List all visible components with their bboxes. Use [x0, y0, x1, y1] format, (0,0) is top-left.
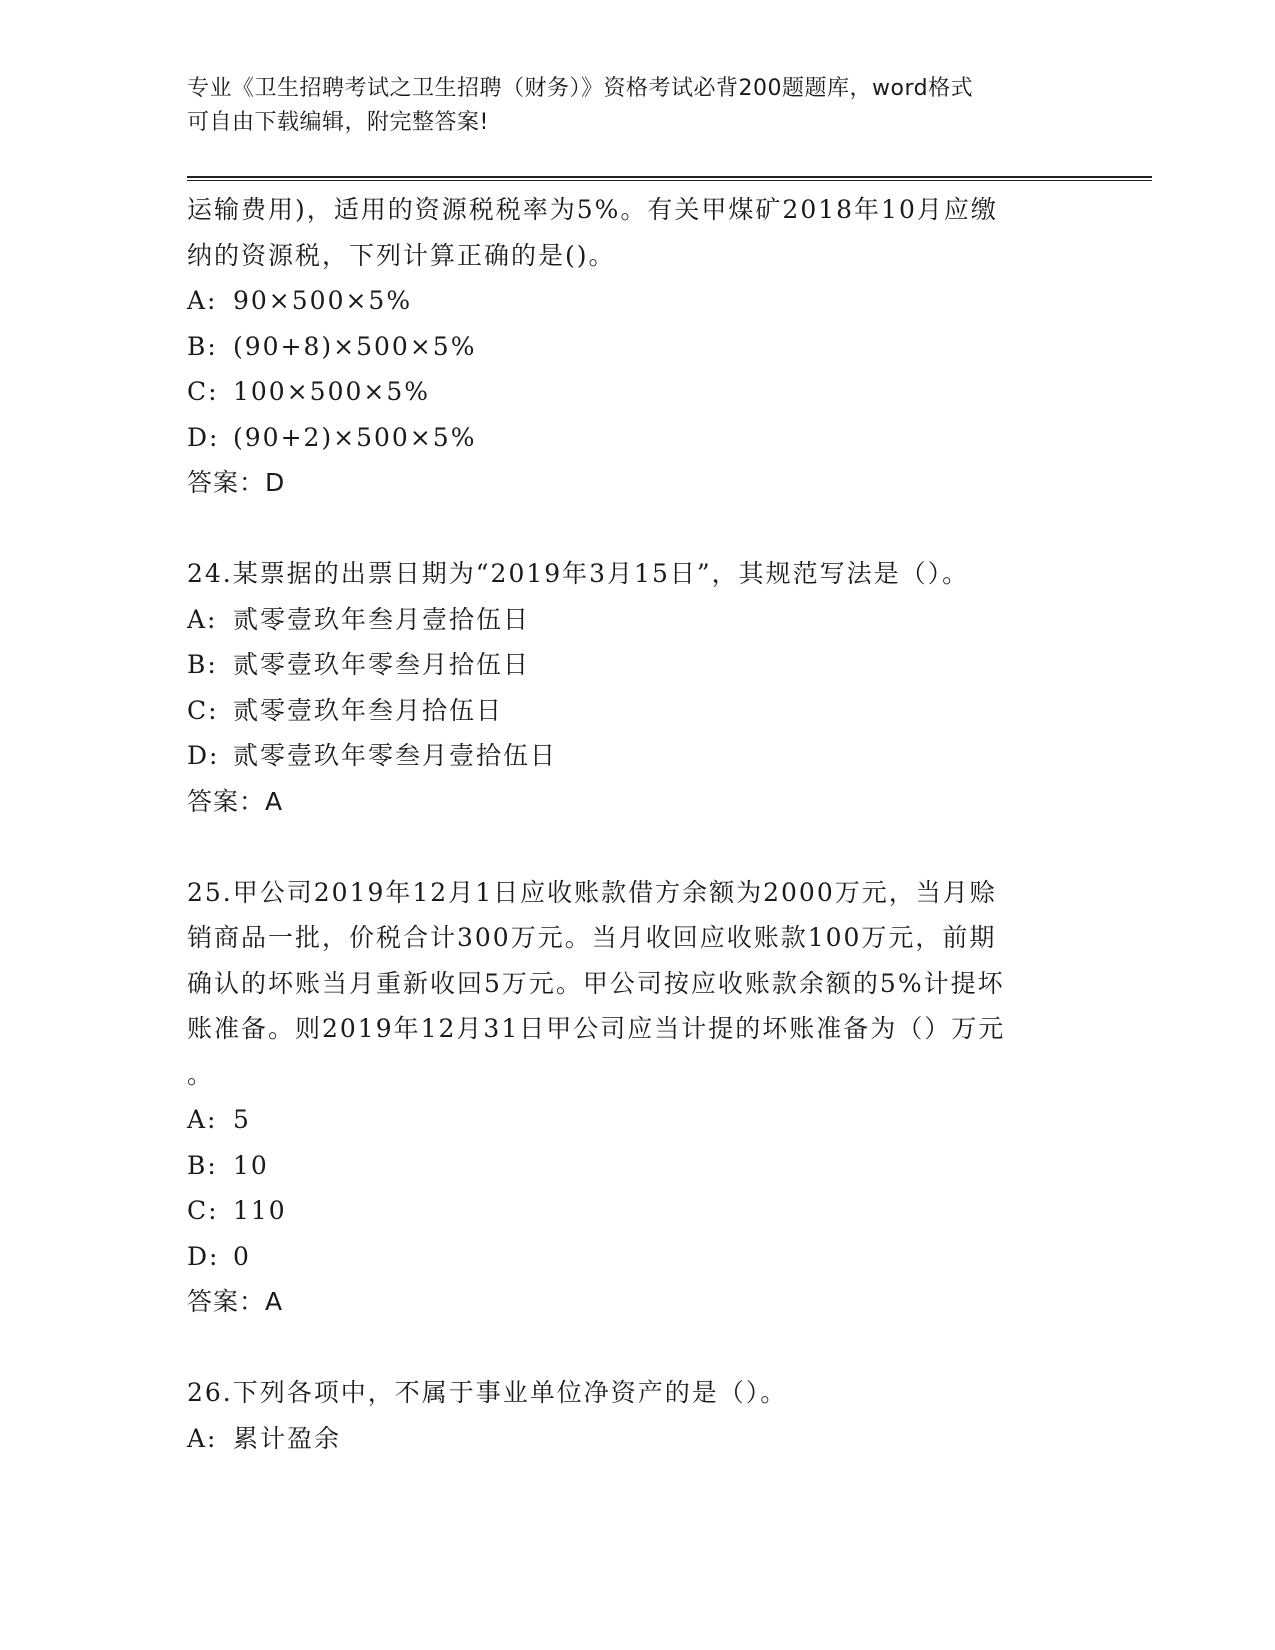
question-text-line: 销商品一批，价税合计300万元。当月收回应收账款100万元，前期 — [187, 923, 997, 952]
option-label: A: — [187, 604, 218, 634]
option-text: 5 — [233, 1105, 251, 1134]
answer-line: 答案：A — [187, 1287, 284, 1316]
option-text: 贰零壹玖年叁月壹拾伍日 — [233, 604, 531, 634]
option-label: A: — [187, 1105, 218, 1134]
option-a — [187, 597, 1087, 643]
option-text: 贰零壹玖年零叁月拾伍日 — [233, 650, 531, 679]
option-b — [187, 642, 1087, 688]
option-b — [187, 324, 1087, 370]
spacer — [187, 824, 1087, 870]
option-label: D: — [187, 422, 220, 452]
option-label: B: — [187, 331, 218, 361]
question-text-line: 26.下列各项中，不属于事业单位净资产的是（）。 — [187, 1378, 788, 1407]
option-text: 贰零壹玖年零叁月壹拾伍日 — [233, 741, 558, 770]
option-label: D: — [187, 1241, 220, 1271]
option-label: B: — [187, 650, 218, 679]
question-text-line: 25.甲公司2019年12月1日应收账款借方余额为2000万元，当月赊 — [187, 877, 997, 907]
option-text: 累计盈余 — [233, 1423, 342, 1453]
option-label: B: — [187, 1150, 218, 1180]
question-text-line: 确认的坏账当月重新收回5万元。甲公司按应收账款余额的5%计提坏 — [187, 968, 1005, 998]
option-a — [187, 278, 1087, 324]
header-title-line-1: 专业《卫生招聘考试之卫生招聘（财务）》资格考试必背200题题库，word格式 — [187, 76, 974, 101]
option-a — [187, 1097, 1087, 1143]
option-text: 0 — [233, 1241, 251, 1271]
option-text: 90×500×5% — [233, 286, 413, 315]
option-d — [187, 733, 1087, 779]
option-d — [187, 1234, 1087, 1280]
question-text-line: 运输费用)，适用的资源税税率为5%。有关甲煤矿2018年10月应缴 — [187, 195, 998, 224]
option-label: D: — [187, 741, 220, 770]
header-title-line-2: 可自由下载编辑，附完整答案! — [187, 110, 489, 135]
question-text-line: 纳的资源税，下列计算正确的是()。 — [187, 240, 616, 270]
option-c — [187, 688, 1087, 734]
option-label: C: — [187, 695, 219, 725]
option-text: 贰零壹玖年叁月拾伍日 — [233, 695, 504, 725]
option-text: (90+8)×500×5% — [233, 331, 477, 361]
question-25 — [187, 870, 1087, 1325]
spacer — [187, 506, 1087, 552]
option-label: A: — [187, 286, 218, 315]
option-c — [187, 1188, 1087, 1234]
option-c — [187, 369, 1087, 415]
option-text: 100×500×5% — [233, 377, 430, 406]
option-b — [187, 1143, 1087, 1189]
option-label: C: — [187, 377, 219, 406]
question-text-line: 。 — [187, 1059, 215, 1089]
option-text: 10 — [233, 1150, 269, 1180]
answer-line: 答案：A — [187, 786, 284, 816]
option-text: (90+2)×500×5% — [233, 422, 477, 452]
option-a — [187, 1416, 1087, 1462]
option-label: C: — [187, 1196, 219, 1225]
spacer — [187, 1325, 1087, 1371]
option-label: A: — [187, 1423, 218, 1453]
option-text: 110 — [233, 1196, 287, 1225]
question-text-line: 账准备。则2019年12月31日甲公司应当计提的坏账准备为（）万元 — [187, 1014, 1006, 1043]
question-24 — [187, 551, 1087, 824]
answer-line: 答案：D — [187, 468, 286, 497]
option-d — [187, 415, 1087, 461]
header-divider — [187, 176, 1152, 181]
question-26 — [187, 1370, 1087, 1461]
question-text-line: 24.某票据的出票日期为“2019年3月15日”，其规范写法是（）。 — [187, 559, 970, 588]
question-list — [187, 187, 1087, 1461]
document-header — [187, 72, 1067, 140]
question-23 — [187, 187, 1087, 506]
